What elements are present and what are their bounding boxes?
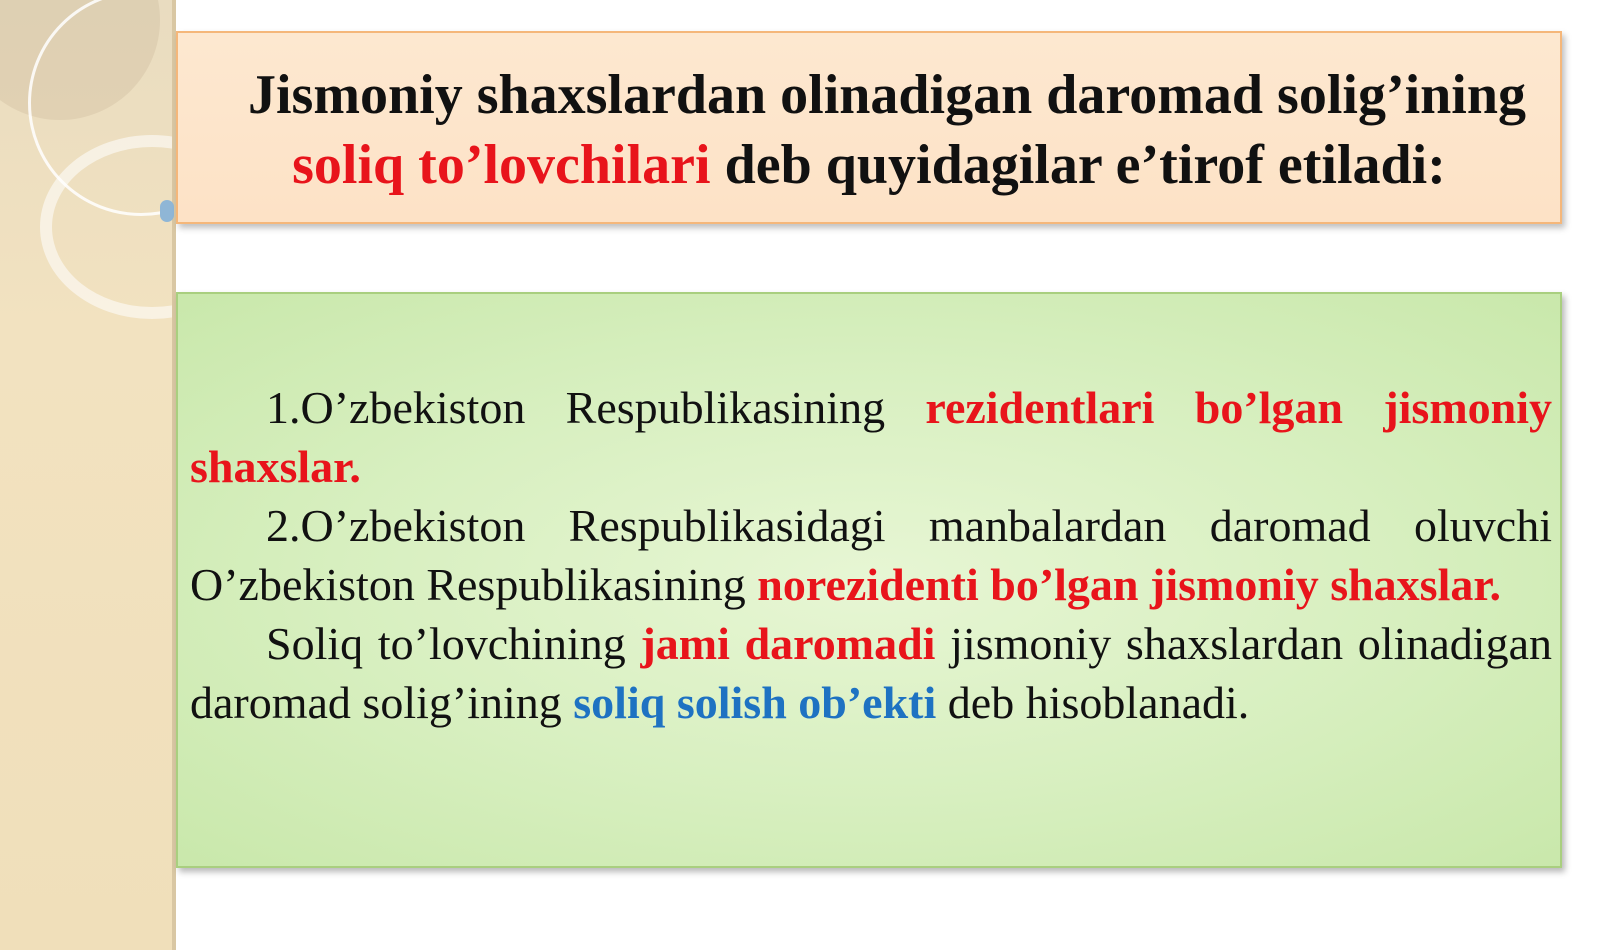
paragraph-3 xyxy=(190,614,1552,732)
content-box xyxy=(176,292,1562,868)
title-rest: deb quyidagilar e’tirof etiladi: xyxy=(710,134,1446,196)
paragraph-3-highlight-blue: soliq solish ob’ekti xyxy=(573,677,937,728)
paragraph-3-text-start: Soliq to’lovchining xyxy=(266,618,641,669)
paragraph-3-text-end: deb hisoblanadi. xyxy=(936,677,1250,728)
paragraph-3-text-middle: jismoniy shaxslardan olinadigan daromad solig’ining xyxy=(190,618,1552,728)
slide-title-line-2 xyxy=(178,133,1560,197)
paragraph-1 xyxy=(190,378,1552,496)
paragraph-1-highlight: rezidentlari bo’lgan jismoniy shaxslar. xyxy=(190,382,1552,492)
content-text xyxy=(190,378,1552,732)
title-highlight: soliq to’lovchilari xyxy=(292,134,711,196)
slide-title-line-1: Jismoniy shaxslardan olinadigan daromad solig’ining xyxy=(248,64,1526,126)
paragraph-3-highlight-red: jami daromadi xyxy=(640,618,936,669)
paragraph-2-text: 2.O’zbekiston Respublikasidagi manbalardan daromad oluvchi O’zbekiston Respublikasining xyxy=(190,500,1552,610)
decorative-side-panel xyxy=(0,0,176,950)
slide-title-box xyxy=(176,31,1562,224)
paragraph-2 xyxy=(190,496,1552,614)
decorative-dot xyxy=(160,200,174,222)
paragraph-2-highlight: norezidenti bo’lgan jismoniy shaxslar. xyxy=(757,559,1502,610)
paragraph-1-text: 1.O’zbekiston Respublikasining xyxy=(266,382,926,433)
